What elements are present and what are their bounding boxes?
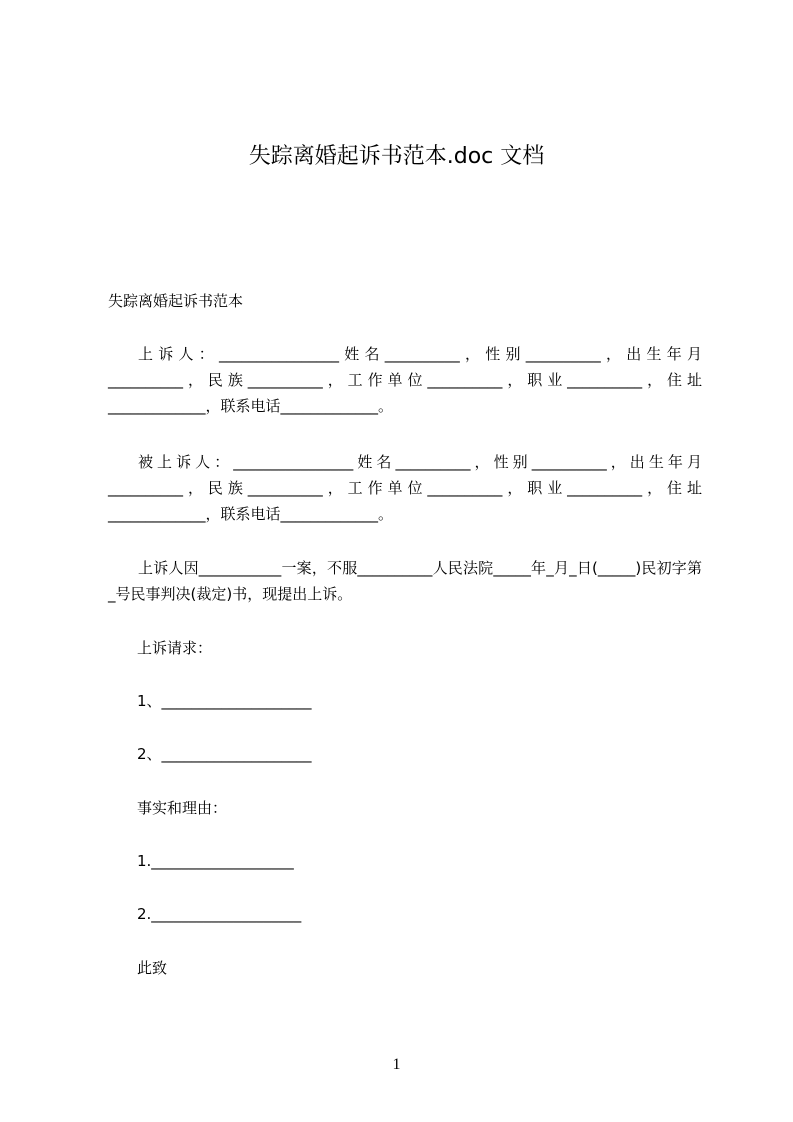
document-subtitle: 失踪离婚起诉书范本 bbox=[108, 292, 244, 310]
requests-heading: 上诉请求： bbox=[137, 639, 213, 657]
request-item-1: 1、____________________ bbox=[137, 692, 312, 710]
appellee-paragraph: 被上诉人：________________姓名__________，性别__________，出生年月__________，民族__________，工作单位__________，职业__________，住址_____________，联系电话_____________。 bbox=[108, 453, 702, 523]
closing-text: 此致 bbox=[137, 959, 168, 977]
document-title: 失踪离婚起诉书范本.doc 文档 bbox=[248, 144, 545, 169]
request-item-2: 2、____________________ bbox=[137, 745, 312, 763]
page-number: 1 bbox=[392, 1056, 401, 1073]
facts-heading: 事实和理由： bbox=[137, 799, 228, 817]
appellant-paragraph: 上诉人：________________姓名__________，性别__________，出生年月__________，民族__________，工作单位__________，职业__________，住址_____________，联系电话_____________。 bbox=[108, 345, 702, 415]
cause-paragraph: 上诉人因___________一案，不服__________人民法院_____年_月_日(_____)民初字第_号民事判决(裁定)书，现提出上诉。 bbox=[108, 559, 702, 603]
fact-item-1: 1.___________________ bbox=[137, 852, 294, 870]
fact-item-2: 2.____________________ bbox=[137, 905, 302, 923]
